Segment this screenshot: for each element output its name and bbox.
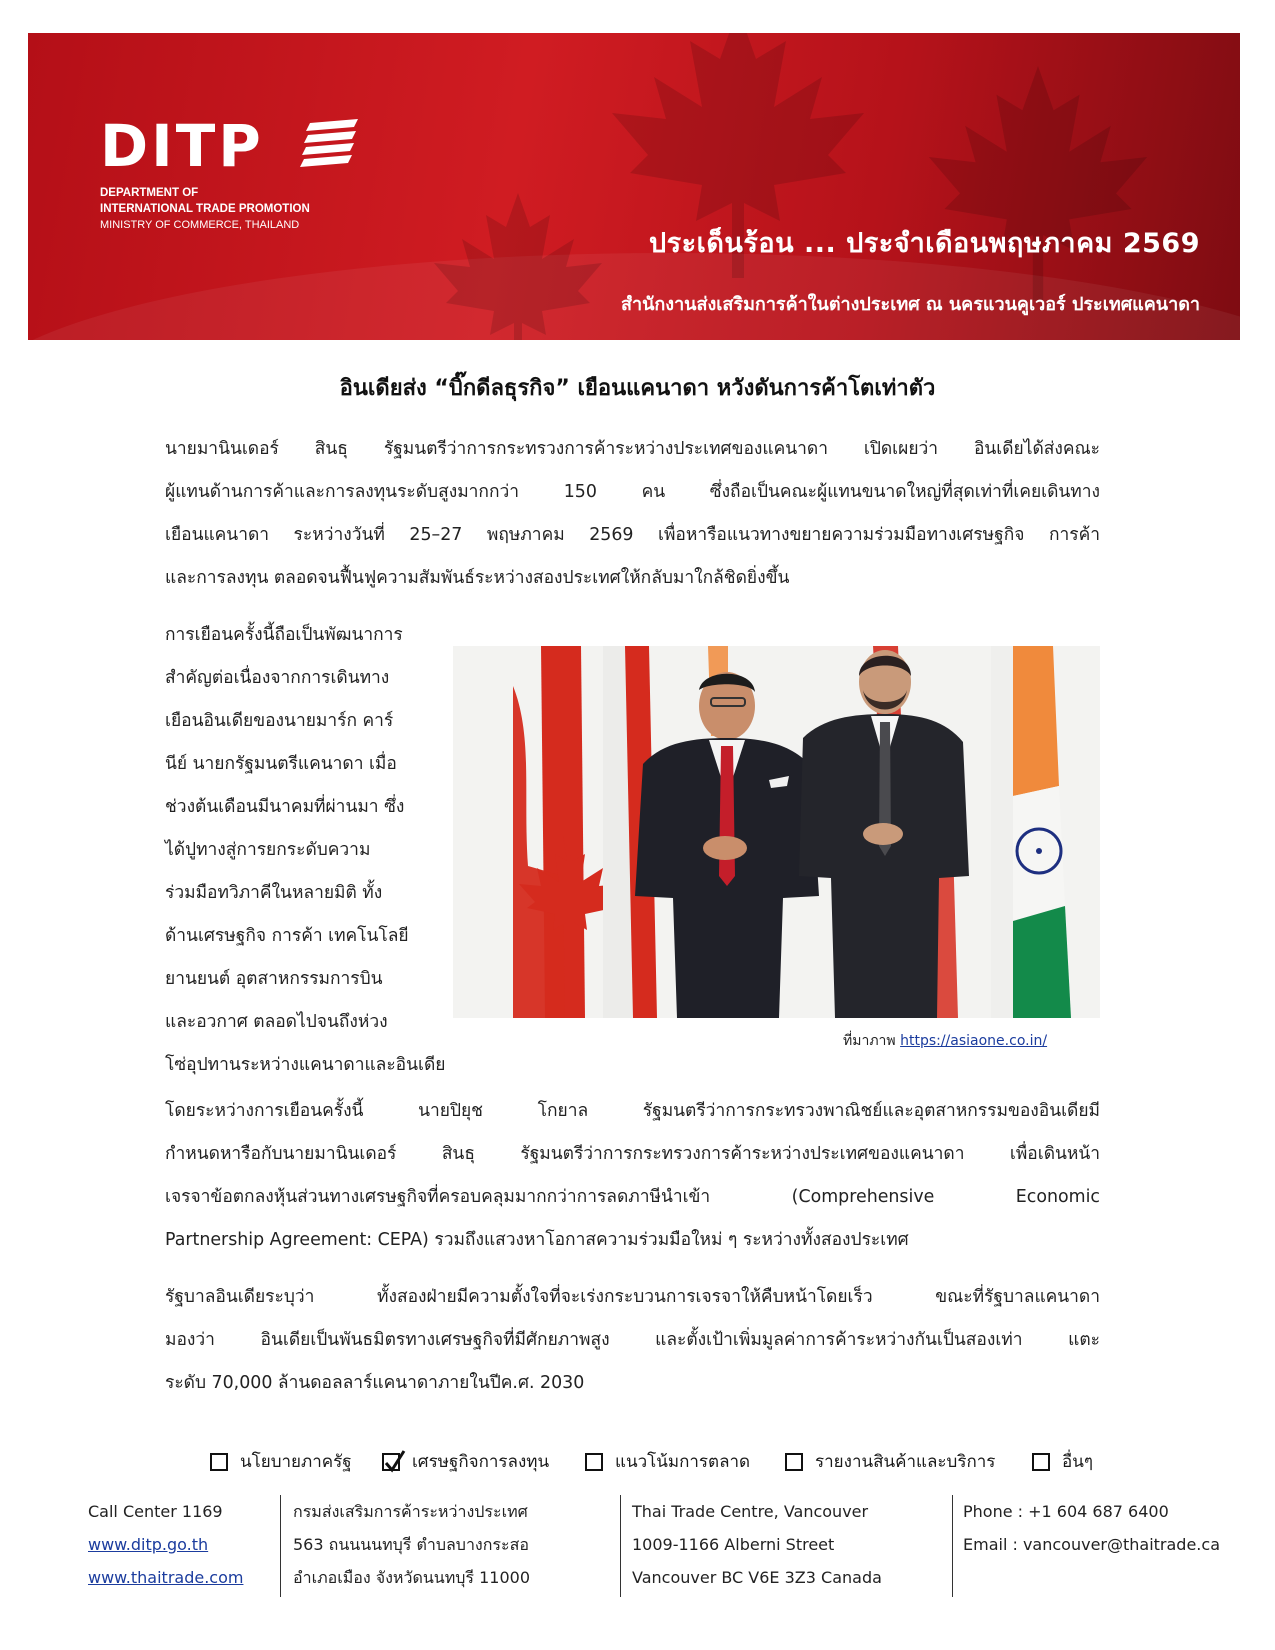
address-line: Vancouver BC V6E 3Z3 Canada	[632, 1568, 882, 1587]
paragraph-line: โดยระหว่างการเยือนครั้งนี้ นายปิยุช โกยาล รัฐมนตรีว่าการกระทรวงพาณิชย์และอุตสาหกรรมของอินเดียมี	[165, 1101, 1100, 1121]
checkbox-economy-investment[interactable]	[382, 1453, 400, 1471]
caption-source-link[interactable]: https://asiaone.co.in/	[900, 1033, 1048, 1049]
checkbox-policy[interactable]	[210, 1453, 228, 1471]
address-line: กรมส่งเสริมการค้าระหว่างประเทศ	[293, 1502, 528, 1521]
paragraph-line: ระดับ 70,000 ล้านดอลลาร์แคนาดาภายในปีค.ศ. 2030	[165, 1373, 585, 1393]
footer-phone-email	[963, 1495, 1220, 1561]
footer-divider	[952, 1495, 953, 1597]
email-address: Email : vancouver@thaitrade.ca	[963, 1535, 1220, 1554]
paragraph-line: เจรจาข้อตกลงหุ้นส่วนทางเศรษฐกิจที่ครอบคลุมมากกว่าการลดภาษีนำเข้า (Comprehensive Economic	[165, 1187, 1100, 1207]
header-banner	[28, 33, 1240, 340]
paragraph-line: มองว่า อินเดียเป็นพันธมิตรทางเศรษฐกิจที่มีศักยภาพสูง และตั้งเป้าเพิ่มมูลค่าการค้าระหว่างกันเป็นสองเท่า แตะ	[165, 1330, 1100, 1350]
paragraph-line: นายมานินเดอร์ สินธุ รัฐมนตรีว่าการกระทรวงการค้าระหว่างประเทศของแคนาดา เปิดเผยว่า อินเดียได้ส่งคณะ	[165, 439, 1100, 459]
paragraph-line: ยานยนต์ อุตสาหกรรมการบิน	[165, 969, 383, 989]
paragraph-4	[165, 1276, 1100, 1405]
paragraph-line: นีย์ นายกรัฐมนตรีแคนาดา เมื่อ	[165, 754, 397, 774]
caption-prefix: ที่มาภาพ	[843, 1033, 896, 1049]
paragraph-line: เยือนแคนาดา ระหว่างวันที่ 25–27 พฤษภาคม 2569 เพื่อหารือแนวทางขยายความร่วมมือทางเศรษฐกิจ การค้า	[165, 525, 1100, 545]
footer-divider	[280, 1495, 281, 1597]
ditp-website-link[interactable]: www.ditp.go.th	[88, 1535, 209, 1554]
footer-address-vancouver	[632, 1495, 882, 1594]
category-checkboxes	[210, 1448, 1110, 1482]
paragraph-line: ช่วงต้นเดือนมีนาคมที่ผ่านมา ซึ่ง	[165, 797, 405, 817]
checkbox-product-report[interactable]	[785, 1453, 803, 1471]
paragraph-line: โซ่อุปทานระหว่างแคนาดาและอินเดีย	[165, 1055, 446, 1075]
paragraph-line: และอวกาศ ตลอดไปจนถึงห่วง	[165, 1012, 388, 1032]
paragraph-1	[165, 428, 1100, 600]
phone-number: Phone : +1 604 687 6400	[963, 1502, 1169, 1521]
paragraph-line: Partnership Agreement: CEPA) รวมถึงแสวงหาโอกาสความร่วมมือใหม่ ๆ ระหว่างทั้งสองประเทศ	[165, 1230, 909, 1250]
category-product-report[interactable]	[785, 1448, 995, 1475]
category-economy-investment[interactable]	[382, 1448, 549, 1475]
paragraph-line: ด้านเศรษฐกิจ การค้า เทคโนโลยี	[165, 926, 409, 946]
logo-stripes-icon	[300, 119, 358, 171]
category-label: นโยบายภาครัฐ	[240, 1452, 352, 1472]
footer-contact-column	[88, 1495, 243, 1594]
logo-subtitle	[100, 185, 310, 233]
ditp-logo	[100, 112, 310, 233]
logo-line-2: INTERNATIONAL TRADE PROMOTION	[100, 203, 310, 215]
maple-leaf-icon	[908, 53, 1168, 313]
category-label: แนวโน้มการตลาด	[615, 1452, 751, 1472]
paragraph-line: กำหนดหารือกับนายมานินเดอร์ สินธุ รัฐมนตรีว่าการกระทรวงการค้าระหว่างประเทศของแคนาดา เพื่อเดินหน้า	[165, 1144, 1100, 1164]
photo-caption	[843, 1030, 1047, 1052]
category-label: อื่นๆ	[1062, 1452, 1093, 1472]
paragraph-line: เยือนอินเดียของนายมาร์ก คาร์	[165, 711, 394, 731]
logo-wordmark: DITP	[100, 112, 264, 180]
address-line: 1009-1166 Alberni Street	[632, 1535, 835, 1554]
banner-title: ประเด็นร้อน ... ประจำเดือนพฤษภาคม 2569	[649, 228, 1200, 259]
checkbox-market-trend[interactable]	[585, 1453, 603, 1471]
footer	[0, 1495, 1275, 1605]
category-label: รายงานสินค้าและบริการ	[815, 1452, 996, 1472]
paragraph-line: ได้ปูทางสู่การยกระดับความ	[165, 840, 371, 860]
checkbox-other[interactable]	[1032, 1453, 1050, 1471]
photo-illustration	[453, 646, 1100, 1018]
thaitrade-website-link[interactable]: www.thaitrade.com	[88, 1568, 244, 1587]
paragraph-2	[165, 614, 475, 1087]
category-market-trend[interactable]	[585, 1448, 750, 1475]
article-headline: อินเดียส่ง “บิ๊กดีลธุรกิจ” เยือนแคนาดา หวังดันการค้าโตเท่าตัว	[339, 376, 936, 401]
address-line: 563 ถนนนนทบุรี ตำบลบางกระสอ	[293, 1535, 529, 1554]
category-label: เศรษฐกิจการลงทุน	[412, 1452, 550, 1472]
banner-subtitle: สำนักงานส่งเสริมการค้าในต่างประเทศ ณ นครแวนคูเวอร์ ประเทศแคนาดา	[620, 294, 1200, 315]
checkmark-icon	[382, 1449, 406, 1475]
call-center: Call Center 1169	[88, 1502, 223, 1521]
address-line: อำเภอเมือง จังหวัดนนทบุรี 11000	[293, 1568, 531, 1587]
paragraph-line: สำคัญต่อเนื่องจากการเดินทาง	[165, 668, 390, 688]
paragraph-line: รัฐบาลอินเดียระบุว่า ทั้งสองฝ่ายมีความตั้งใจที่จะเร่งกระบวนการเจรจาให้คืบหน้าโดยเร็ว ขณะที่รัฐบาลแคนาดา	[165, 1287, 1100, 1307]
paragraph-line: ผู้แทนด้านการค้าและการลงทุนระดับสูงมากกว่า 150 คน ซึ่งถือเป็นคณะผู้แทนขนาดใหญ่ที่สุดเท่าที่เคยเดินทาง	[165, 482, 1100, 502]
paragraph-line: และการลงทุน ตลอดจนฟื้นฟูความสัมพันธ์ระหว่างสองประเทศให้กลับมาใกล้ชิดยิ่งขึ้น	[165, 568, 790, 588]
logo-line-1: DEPARTMENT OF	[100, 187, 199, 199]
category-policy[interactable]	[210, 1448, 352, 1475]
footer-divider	[620, 1495, 621, 1597]
article-photo	[453, 646, 1100, 1018]
logo-line-3: MINISTRY OF COMMERCE, THAILAND	[100, 219, 300, 231]
paragraph-line: ร่วมมือทวิภาคีในหลายมิติ ทั้ง	[165, 883, 383, 903]
paragraph-3	[165, 1090, 1100, 1262]
category-other[interactable]	[1032, 1448, 1093, 1475]
paragraph-line: การเยือนครั้งนี้ถือเป็นพัฒนาการ	[165, 625, 403, 645]
address-line: Thai Trade Centre, Vancouver	[632, 1502, 869, 1521]
footer-address-thai	[293, 1495, 530, 1594]
maple-leaf-icon	[418, 183, 618, 340]
